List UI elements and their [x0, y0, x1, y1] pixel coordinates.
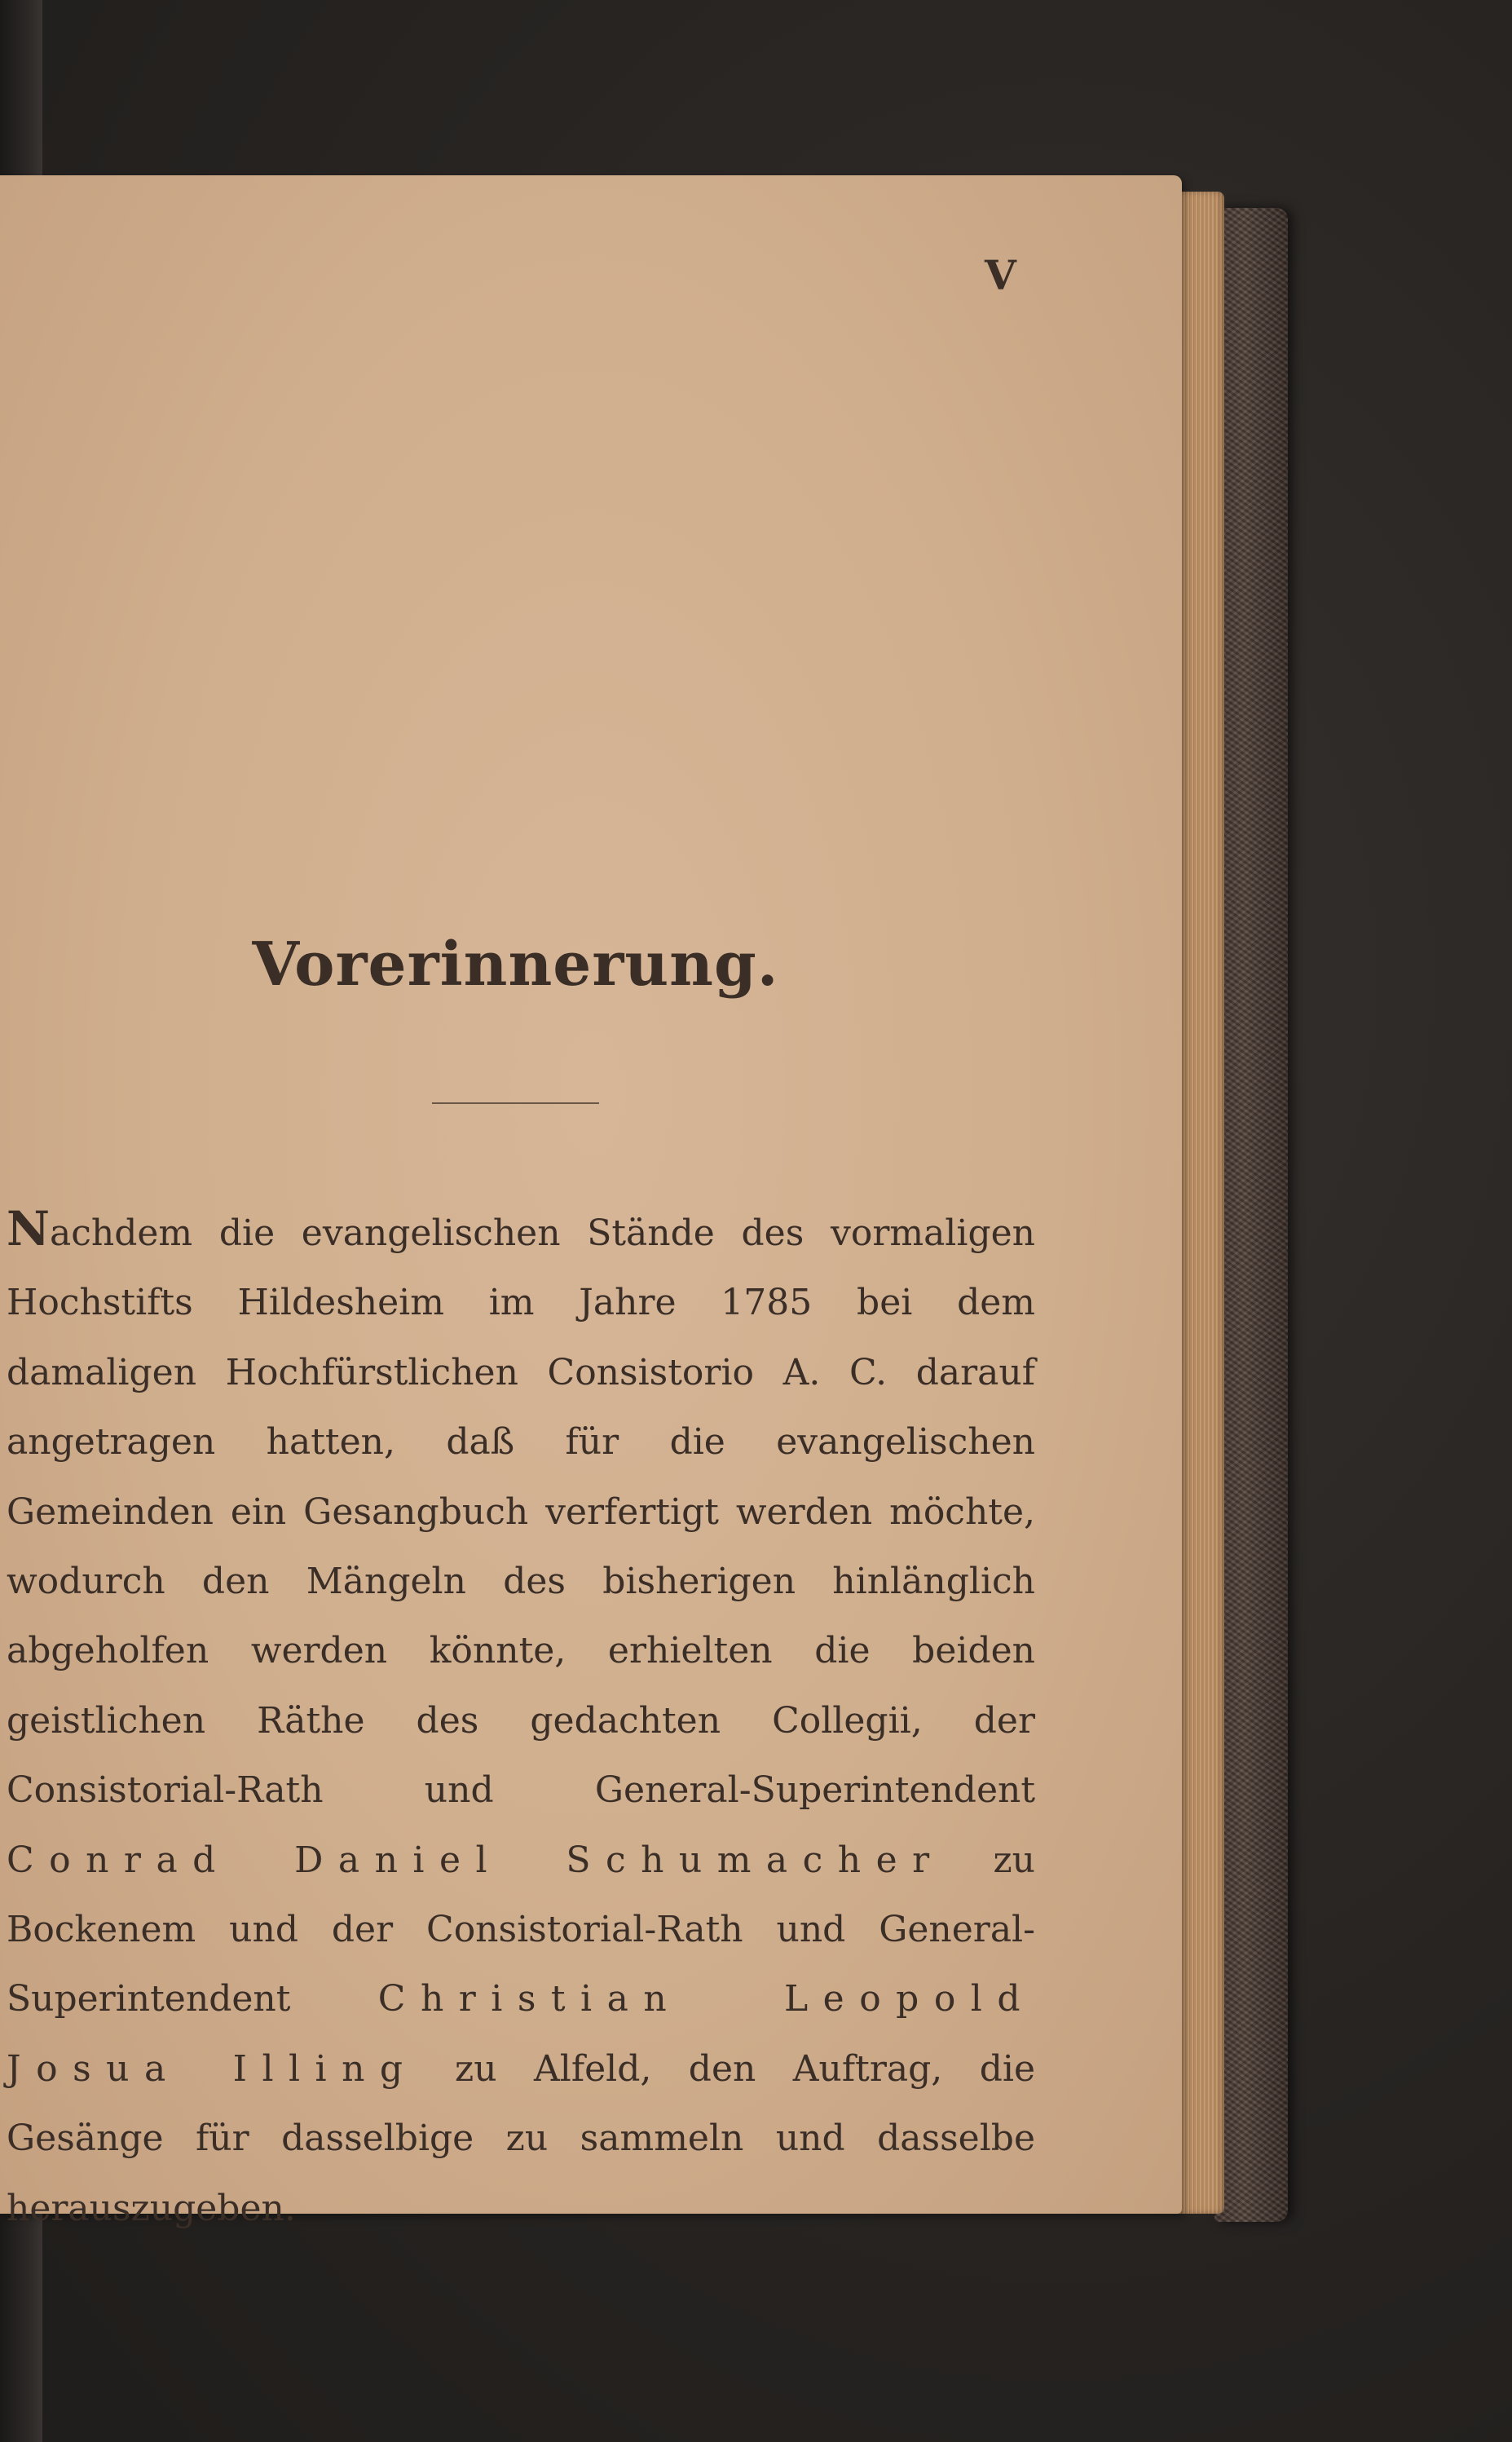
paragraph-part-3: zu Alfeld, den Auftrag, die Gesänge für dasselbige zu sammeln und dasselbe herauszugeben.	[7, 2047, 1035, 2229]
heading-divider	[432, 1102, 599, 1104]
page-number: V	[985, 251, 1016, 299]
page-heading: Vorerinnerung.	[252, 930, 779, 1000]
paragraph-part-2: zu Bockenem und der Consistorial-Rath und General-Superintendent	[7, 1839, 1035, 2020]
spaced-name-illing: Christian Leopold Josua Illing	[7, 1978, 1035, 2090]
book-cover	[1214, 208, 1288, 2222]
paragraph-part-1: achdem die evangelischen Stände des vormaligen Hochstifts Hildesheim im Jahre 1785 bei dem damaligen Hochfürstlichen Consistorio A. C. darauf angetragen hatten, daß für die evangelischen Gemeinden ein Gesangbuch verfertigt werden möchte, wodurch den Mängeln des bisherigen hinlänglich abgeholfen werden könnte, erhielten die beiden geistlichen Räthe des gedachten Collegii, der Consistorial-Rath und General-Superintendent	[7, 1212, 1035, 1812]
spaced-name-schumacher: Conrad Daniel Schumacher	[7, 1839, 945, 1881]
initial-letter: N	[7, 1201, 51, 1256]
body-paragraph	[7, 1199, 1035, 2243]
